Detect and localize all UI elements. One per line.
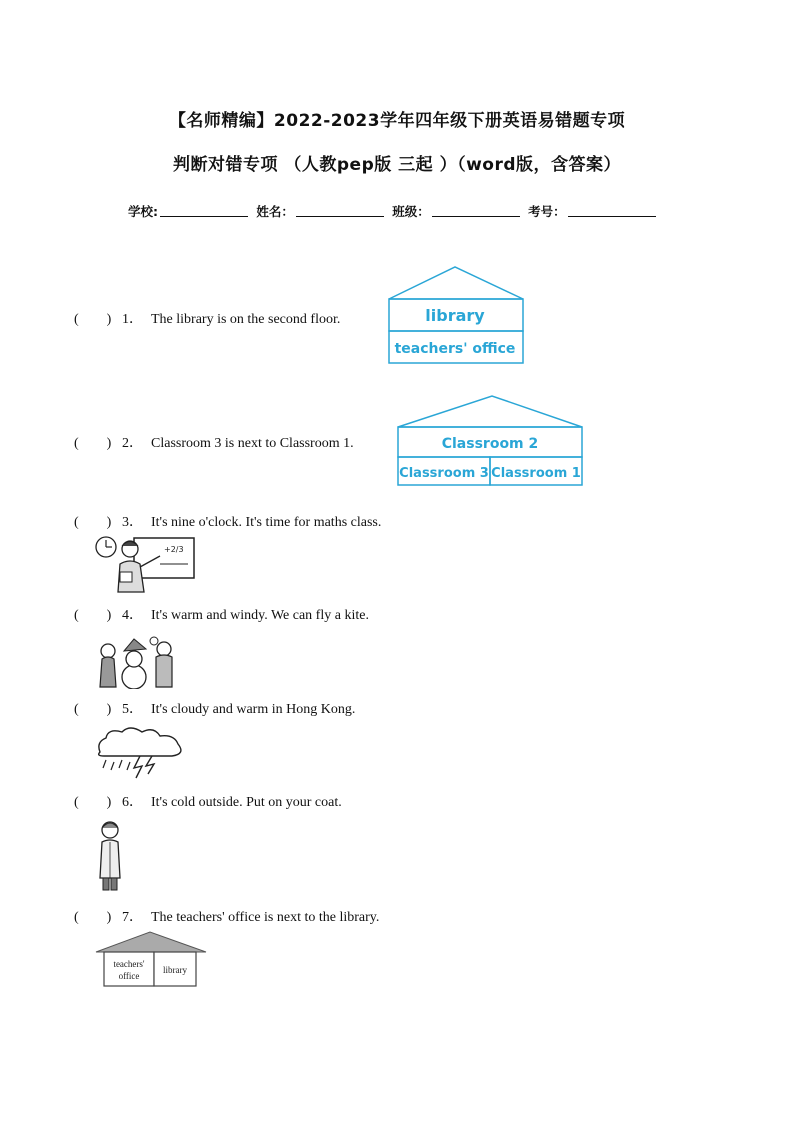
house-roof — [389, 267, 523, 299]
school-blank[interactable] — [160, 204, 248, 217]
question-7 — [74, 906, 379, 926]
house-classrooms-figure — [396, 393, 586, 489]
answer-parens[interactable]: ( ) — [74, 910, 112, 925]
question-text: It's nine o'clock. It's time for maths class. — [151, 515, 382, 530]
lightning-bolt — [134, 756, 142, 778]
question-5 — [74, 698, 355, 718]
teacher-maths-class-picture — [94, 534, 198, 594]
question-number: 5． — [122, 702, 143, 717]
answer-parens[interactable]: ( ) — [74, 702, 112, 717]
library-label: library — [425, 306, 485, 325]
class-label: 班级： — [392, 204, 430, 219]
answer-parens[interactable]: ( ) — [74, 312, 112, 327]
student-info-row — [128, 202, 660, 220]
question-1 — [74, 308, 340, 328]
question-text: It's cloudy and warm in Hong Kong. — [151, 702, 356, 717]
question-text: The library is on the second floor. — [151, 312, 341, 327]
answer-parens[interactable]: ( ) — [74, 436, 112, 451]
house-roof — [398, 396, 582, 427]
name-blank[interactable] — [296, 204, 384, 217]
answer-parens[interactable]: ( ) — [74, 608, 112, 623]
name-label: 姓名： — [256, 204, 294, 219]
question-number: 3． — [122, 515, 143, 530]
question-3 — [74, 511, 381, 531]
question-number: 2． — [122, 436, 143, 451]
answer-parens[interactable]: ( ) — [74, 795, 112, 810]
question-4 — [74, 604, 369, 624]
children-snowman-picture — [94, 627, 178, 689]
library-label: library — [163, 965, 187, 975]
question-text: The teachers' office is next to the library. — [151, 910, 380, 925]
question-number: 6． — [122, 795, 143, 810]
question-number: 4． — [122, 608, 143, 623]
question-number: 1． — [122, 312, 143, 327]
school-label: 学校: — [128, 204, 158, 219]
teachers-office-label: teachers' office — [394, 341, 516, 357]
question-number: 7． — [122, 910, 143, 925]
snowman-head — [126, 651, 142, 667]
board-math-text: +2/3 — [164, 545, 184, 554]
document-title-line2: 判断对错专项 （人教pep版 三起 ）（word版，含答案） — [172, 155, 622, 175]
blackboard-icon — [134, 538, 194, 578]
girl-in-coat-picture — [94, 818, 126, 892]
question-text: Classroom 3 is next to Classroom 1. — [151, 436, 354, 451]
snowman-body — [122, 665, 146, 689]
answer-parens[interactable]: ( ) — [74, 515, 112, 530]
exam-no-blank[interactable] — [568, 204, 656, 217]
house-library-figure — [385, 264, 527, 368]
child-left-head — [101, 644, 115, 658]
teachers-label: teachers' — [113, 959, 145, 969]
question-2 — [74, 432, 354, 452]
classroom-3-label: Classroom 3 — [399, 466, 489, 481]
cloud-rain-lightning-icon — [94, 724, 186, 780]
classroom-1-label: Classroom 1 — [491, 466, 581, 481]
question-text: It's cold outside. Put on your coat. — [151, 795, 342, 810]
classroom-2-label: Classroom 2 — [441, 436, 539, 452]
house-teachers-office-figure — [94, 930, 208, 988]
house-roof — [96, 932, 206, 952]
class-blank[interactable] — [432, 204, 520, 217]
exam-no-label: 考号： — [528, 204, 566, 219]
question-text: It's warm and windy. We can fly a kite. — [151, 608, 369, 623]
question-6 — [74, 791, 342, 811]
office-label: office — [118, 971, 140, 981]
document-title-line1: 【名师精编】2022-2023学年四年级下册英语易错题专项 — [168, 111, 626, 131]
child-right-head — [157, 642, 171, 656]
cloud-shape — [99, 728, 181, 756]
